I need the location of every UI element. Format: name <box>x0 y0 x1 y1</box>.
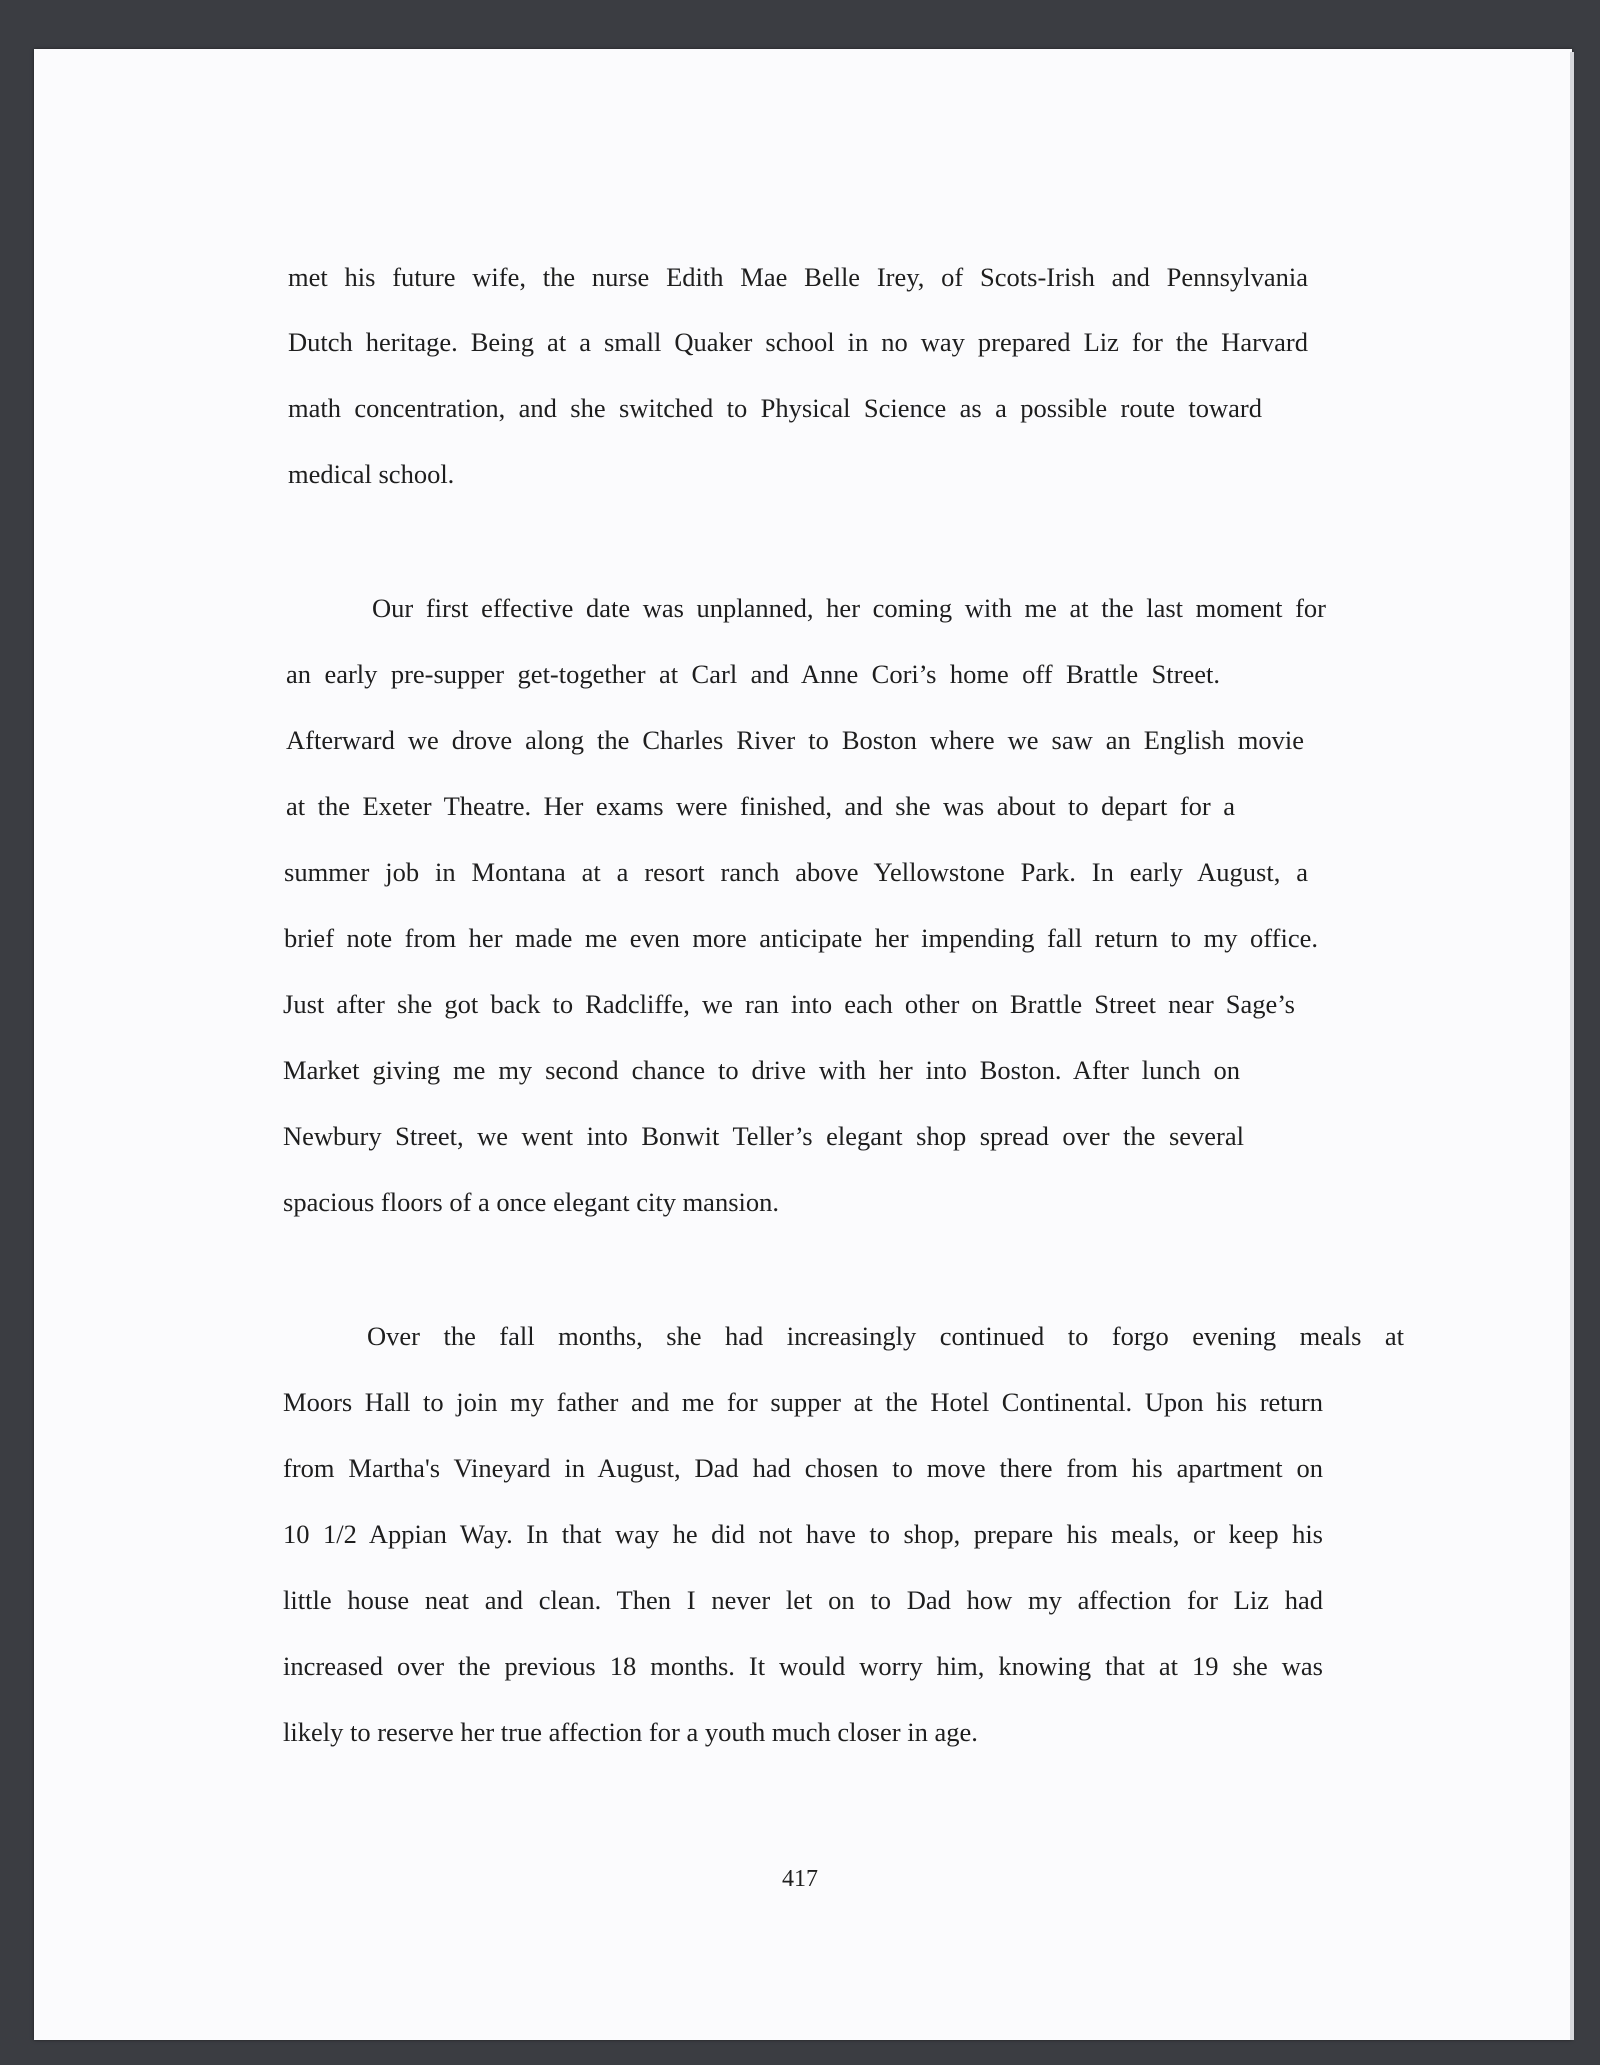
text-line: Market giving me my second chance to drive with her into Boston. After lunch on <box>283 1055 1240 1085</box>
text-line: brief note from her made me even more anticipate her impending fall return to my office. <box>284 923 1318 953</box>
page-number: 417 <box>782 1866 818 1892</box>
text-line: Newbury Street, we went into Bonwit Teller’s elegant shop spread over the several <box>283 1121 1244 1151</box>
text-line: medical school. <box>288 459 455 489</box>
text-line: 10 1/2 Appian Way. In that way he did not have to shop, prepare his meals, or keep his <box>283 1519 1323 1549</box>
text-line: math concentration, and she switched to Physical Science as a possible route toward <box>288 393 1262 423</box>
text-line: summer job in Montana at a resort ranch above Yellowstone Park. In early August, a <box>284 857 1308 887</box>
text-line: Just after she got back to Radcliffe, we ran into each other on Brattle Street near Sage’s <box>283 989 1295 1019</box>
text-line: Dutch heritage. Being at a small Quaker school in no way prepared Liz for the Harvard <box>288 327 1308 357</box>
text-line: Moors Hall to join my father and me for supper at the Hotel Continental. Upon his return <box>283 1387 1323 1417</box>
text-line: Our first effective date was unplanned, her coming with me at the last moment for <box>372 593 1326 623</box>
paper-edge <box>1570 52 1574 2040</box>
text-line: met his future wife, the nurse Edith Mae Belle Irey, of Scots-Irish and Pennsylvania <box>288 262 1308 292</box>
text-line: little house neat and clean. Then I never let on to Dad how my affection for Liz had <box>283 1585 1323 1615</box>
text-line: Over the fall months, she had increasingly continued to forgo evening meals at <box>367 1321 1404 1351</box>
text-line: Afterward we drove along the Charles River to Boston where we saw an English movie <box>286 725 1304 755</box>
text-line: spacious floors of a once elegant city mansion. <box>283 1187 779 1217</box>
text-line: likely to reserve her true affection for a youth much closer in age. <box>283 1717 978 1747</box>
text-line: an early pre-supper get-together at Carl and Anne Cori’s home off Brattle Street. <box>286 659 1220 689</box>
text-line: increased over the previous 18 months. It would worry him, knowing that at 19 she was <box>283 1651 1323 1681</box>
text-line: at the Exeter Theatre. Her exams were finished, and she was about to depart for a <box>286 791 1235 821</box>
text-line: from Martha's Vineyard in August, Dad had chosen to move there from his apartment on <box>283 1453 1323 1483</box>
